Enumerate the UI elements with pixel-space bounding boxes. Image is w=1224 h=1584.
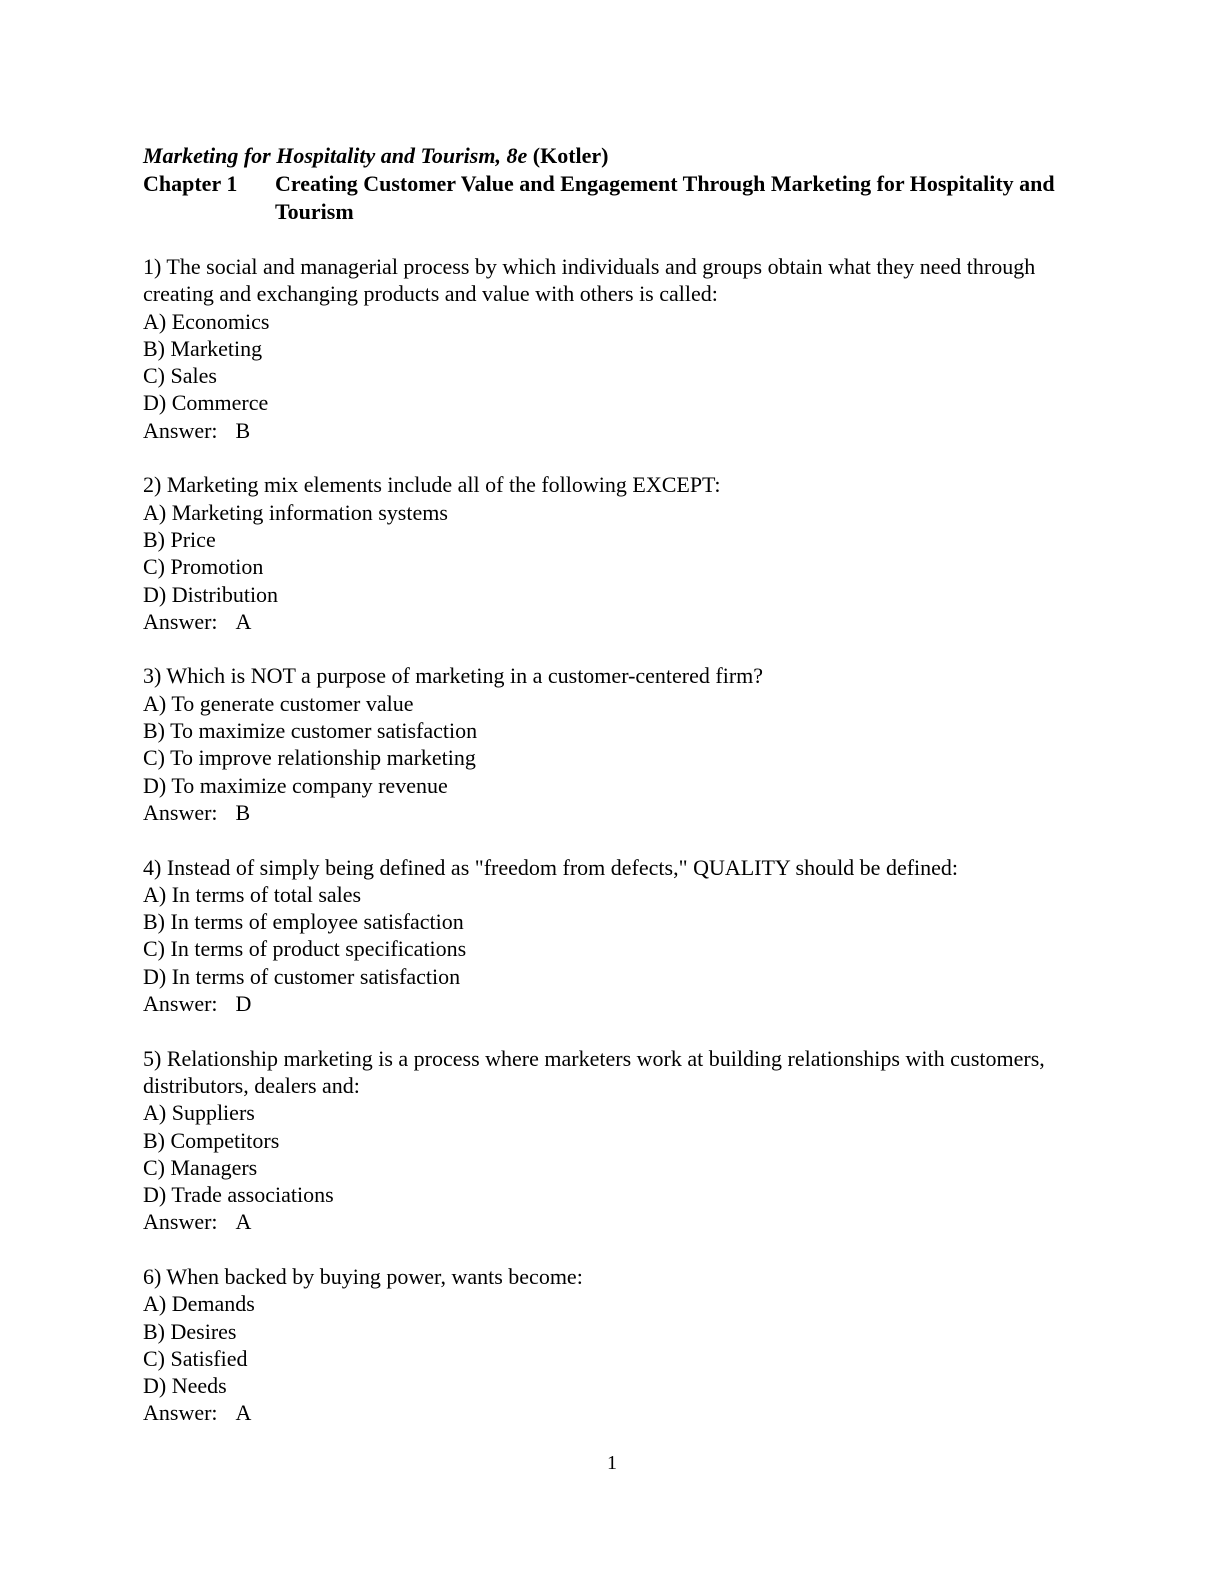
answer-option: A) Demands xyxy=(143,1291,255,1317)
answer-value: B xyxy=(235,417,251,443)
answer-line xyxy=(143,1208,1103,1235)
answer-label: Answer: xyxy=(143,1400,218,1426)
answer-line xyxy=(143,1399,1103,1426)
answer-option: A) To generate customer value xyxy=(143,690,414,716)
answer-option: D) Distribution xyxy=(143,581,279,607)
page-number: 1 xyxy=(607,1452,617,1474)
answer-option: B) In terms of employee satisfaction xyxy=(143,909,464,935)
book-title-line xyxy=(143,142,1103,170)
question-item xyxy=(143,662,1103,826)
answer-option: A) Marketing information systems xyxy=(143,499,448,525)
answer-option: B) Competitors xyxy=(143,1127,280,1153)
question-stem: 3) Which is NOT a purpose of marketing in a customer-centered firm? xyxy=(143,663,764,689)
answer-option: D) Commerce xyxy=(143,390,269,416)
answer-option: B) Price xyxy=(143,526,216,552)
chapter-label: Chapter 1 xyxy=(143,171,238,196)
book-author: (Kotler) xyxy=(527,143,609,168)
question-stem: 5) Relationship marketing is a process where marketers work at building relationships with customers, distributors, dealers and: xyxy=(143,1045,1045,1098)
question-stem: 4) Instead of simply being defined as "freedom from defects," QUALITY should be defined: xyxy=(143,854,959,880)
answer-label: Answer: xyxy=(143,1209,218,1235)
answer-line xyxy=(143,990,1103,1017)
answer-option: C) Managers xyxy=(143,1154,258,1180)
question-stem: 1) The social and managerial process by which individuals and groups obtain what they need through creating and exchanging products and value with others is called: xyxy=(143,254,1036,307)
answer-option: C) To improve relationship marketing xyxy=(143,745,476,771)
book-title: Marketing for Hospitality and Tourism, 8e xyxy=(143,143,528,168)
answer-option: A) In terms of total sales xyxy=(143,881,362,907)
answer-option: D) Needs xyxy=(143,1373,227,1399)
answer-value: D xyxy=(235,991,252,1017)
answer-line xyxy=(143,799,1103,826)
answer-option: A) Economics xyxy=(143,308,270,334)
answer-label: Answer: xyxy=(143,417,218,443)
answer-line xyxy=(143,417,1103,444)
answer-value: B xyxy=(235,799,251,825)
question-list xyxy=(143,253,1103,1427)
question-stem: 6) When backed by buying power, wants become: xyxy=(143,1263,583,1289)
question-item xyxy=(143,1263,1103,1427)
answer-label: Answer: xyxy=(143,991,218,1017)
answer-option: D) To maximize company revenue xyxy=(143,772,448,798)
answer-value: A xyxy=(235,1209,252,1235)
question-item xyxy=(143,1045,1103,1236)
answer-option: C) Promotion xyxy=(143,554,264,580)
answer-option: D) Trade associations xyxy=(143,1182,334,1208)
question-stem: 2) Marketing mix elements include all of the following EXCEPT: xyxy=(143,472,721,498)
answer-option: C) Sales xyxy=(143,363,217,389)
answer-value: A xyxy=(235,1400,252,1426)
answer-label: Answer: xyxy=(143,799,218,825)
answer-option: C) Satisfied xyxy=(143,1345,248,1371)
question-item xyxy=(143,253,1103,444)
answer-option: A) Suppliers xyxy=(143,1100,255,1126)
answer-option: D) In terms of customer satisfaction xyxy=(143,963,461,989)
answer-line xyxy=(143,608,1103,635)
question-item xyxy=(143,471,1103,635)
chapter-heading xyxy=(143,170,1103,226)
answer-option: C) In terms of product specifications xyxy=(143,936,467,962)
answer-option: B) Desires xyxy=(143,1318,237,1344)
document-page xyxy=(143,142,1103,1427)
chapter-title: Creating Customer Value and Engagement Through Marketing for Hospitality and Tourism xyxy=(275,171,1055,224)
document-header xyxy=(143,142,1103,226)
answer-value: A xyxy=(235,608,252,634)
answer-option: B) To maximize customer satisfaction xyxy=(143,718,478,744)
answer-option: B) Marketing xyxy=(143,335,263,361)
answer-label: Answer: xyxy=(143,608,218,634)
question-item xyxy=(143,854,1103,1018)
